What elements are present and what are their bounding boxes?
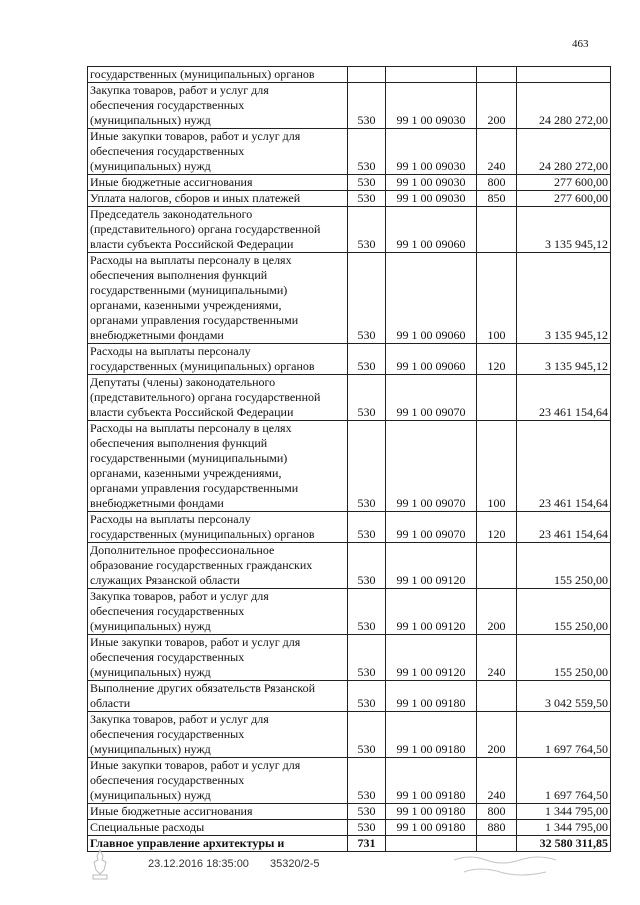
row-expense-type-cell: 240: [477, 758, 517, 804]
row-code-cell: 530: [348, 375, 386, 421]
row-name-cell: Иные бюджетные ассигнования: [88, 175, 348, 191]
row-sum-cell: 155 250,00: [517, 543, 611, 589]
row-expense-type-cell: 240: [477, 635, 517, 681]
footer-date: 23.12.2016 18:35:00: [148, 858, 249, 870]
row-expense-type-cell: 200: [477, 589, 517, 635]
row-target-article-cell: 99 1 00 09070: [386, 421, 477, 512]
row-expense-type-cell: [477, 67, 517, 83]
row-target-article-cell: 99 1 00 09030: [386, 191, 477, 207]
row-sum-cell: 1 344 795,00: [517, 820, 611, 836]
table-row: [88, 375, 611, 421]
table-row: [88, 67, 611, 83]
row-target-article-cell: 99 1 00 09060: [386, 253, 477, 344]
row-expense-type-cell: 120: [477, 344, 517, 375]
table-row: [88, 758, 611, 804]
row-target-article-cell: 99 1 00 09070: [386, 512, 477, 543]
budget-table-body: [88, 67, 611, 852]
row-expense-type-cell: 850: [477, 191, 517, 207]
row-expense-type-cell: [477, 207, 517, 253]
row-code-cell: 530: [348, 175, 386, 191]
row-sum-cell: 24 280 272,00: [517, 129, 611, 175]
row-expense-type-cell: 100: [477, 421, 517, 512]
row-name-cell: Расходы на выплаты персоналу в целях обеспечения выполнения функций государственными (муниципальными) органами, казенными учреждениями, органами управления государственными внебюджетными фондами: [88, 253, 348, 344]
table-row: [88, 512, 611, 543]
table-row: [88, 191, 611, 207]
row-target-article-cell: 99 1 00 09120: [386, 543, 477, 589]
table-row: [88, 589, 611, 635]
row-sum-cell: 155 250,00: [517, 635, 611, 681]
row-expense-type-cell: 800: [477, 804, 517, 820]
row-sum-cell: 24 280 272,00: [517, 83, 611, 129]
table-row: [88, 836, 611, 852]
row-target-article-cell: 99 1 00 09180: [386, 820, 477, 836]
row-name-cell: Иные закупки товаров, работ и услуг для обеспечения государственных (муниципальных) нужд: [88, 129, 348, 175]
row-code-cell: 530: [348, 758, 386, 804]
table-row: [88, 804, 611, 820]
row-sum-cell: 32 580 311,85: [517, 836, 611, 852]
page-number: 463: [572, 38, 589, 50]
row-expense-type-cell: 100: [477, 253, 517, 344]
row-code-cell: 530: [348, 712, 386, 758]
row-code-cell: 530: [348, 344, 386, 375]
row-target-article-cell: 99 1 00 09060: [386, 344, 477, 375]
row-target-article-cell: 99 1 00 09120: [386, 635, 477, 681]
table-row: [88, 421, 611, 512]
row-code-cell: 530: [348, 681, 386, 712]
row-expense-type-cell: [477, 543, 517, 589]
row-target-article-cell: 99 1 00 09030: [386, 129, 477, 175]
row-sum-cell: 3 042 559,50: [517, 681, 611, 712]
row-name-cell: Расходы на выплаты персоналу в целях обеспечения выполнения функций государственными (муниципальными) органами, казенными учреждениями, органами управления государственными внебюджетными фондами: [88, 421, 348, 512]
row-target-article-cell: 99 1 00 09030: [386, 175, 477, 191]
row-code-cell: 530: [348, 543, 386, 589]
row-sum-cell: 1 697 764,50: [517, 758, 611, 804]
row-code-cell: 530: [348, 421, 386, 512]
row-target-article-cell: 99 1 00 09120: [386, 589, 477, 635]
row-name-cell: Закупка товаров, работ и услуг для обеспечения государственных (муниципальных) нужд: [88, 589, 348, 635]
table-row: [88, 820, 611, 836]
row-target-article-cell: 99 1 00 09060: [386, 207, 477, 253]
row-target-article-cell: [386, 67, 477, 83]
row-name-cell: Выполнение других обязательств Рязанской области: [88, 681, 348, 712]
row-code-cell: 731: [348, 836, 386, 852]
row-code-cell: 530: [348, 804, 386, 820]
row-sum-cell: 277 600,00: [517, 191, 611, 207]
row-target-article-cell: 99 1 00 09180: [386, 681, 477, 712]
stamp-watermark: [450, 852, 560, 883]
row-expense-type-cell: 800: [477, 175, 517, 191]
row-sum-cell: 277 600,00: [517, 175, 611, 191]
row-target-article-cell: 99 1 00 09030: [386, 83, 477, 129]
row-sum-cell: [517, 67, 611, 83]
row-sum-cell: 3 135 945,12: [517, 344, 611, 375]
row-code-cell: 530: [348, 253, 386, 344]
budget-table: [87, 66, 611, 852]
row-name-cell: Специальные расходы: [88, 820, 348, 836]
table-row: [88, 253, 611, 344]
row-sum-cell: 155 250,00: [517, 589, 611, 635]
row-sum-cell: 23 461 154,64: [517, 512, 611, 543]
table-row: [88, 681, 611, 712]
row-code-cell: 530: [348, 512, 386, 543]
row-target-article-cell: 99 1 00 09180: [386, 804, 477, 820]
table-row: [88, 83, 611, 129]
row-sum-cell: 1 344 795,00: [517, 804, 611, 820]
row-sum-cell: 23 461 154,64: [517, 421, 611, 512]
row-sum-cell: 3 135 945,12: [517, 207, 611, 253]
table-row: [88, 344, 611, 375]
row-name-cell: Расходы на выплаты персоналу государственных (муниципальных) органов: [88, 512, 348, 543]
row-name-cell: Председатель законодательного (представительного) органа государственной власти субъекта Российской Федерации: [88, 207, 348, 253]
row-code-cell: 530: [348, 191, 386, 207]
row-name-cell: Депутаты (члены) законодательного (представительного) органа государственной власти субъекта Российской Федерации: [88, 375, 348, 421]
row-sum-cell: 1 697 764,50: [517, 712, 611, 758]
row-name-cell: государственных (муниципальных) органов: [88, 67, 348, 83]
row-code-cell: 530: [348, 589, 386, 635]
row-target-article-cell: 99 1 00 09070: [386, 375, 477, 421]
row-code-cell: [348, 67, 386, 83]
row-sum-cell: 3 135 945,12: [517, 253, 611, 344]
row-expense-type-cell: [477, 836, 517, 852]
row-expense-type-cell: 880: [477, 820, 517, 836]
row-expense-type-cell: [477, 375, 517, 421]
row-code-cell: 530: [348, 820, 386, 836]
footer-doc-number: 35320/2-5: [270, 858, 320, 870]
coat-of-arms-icon: [90, 848, 110, 882]
row-name-cell: Иные закупки товаров, работ и услуг для обеспечения государственных (муниципальных) нужд: [88, 635, 348, 681]
row-name-cell: Дополнительное профессиональное образование государственных гражданских служащих Рязанской области: [88, 543, 348, 589]
table-row: [88, 712, 611, 758]
row-name-cell: Главное управление архитектуры и: [88, 836, 348, 852]
row-name-cell: Иные бюджетные ассигнования: [88, 804, 348, 820]
row-name-cell: Иные закупки товаров, работ и услуг для обеспечения государственных (муниципальных) нужд: [88, 758, 348, 804]
row-expense-type-cell: 240: [477, 129, 517, 175]
row-expense-type-cell: 200: [477, 712, 517, 758]
row-expense-type-cell: 200: [477, 83, 517, 129]
row-expense-type-cell: [477, 681, 517, 712]
table-row: [88, 543, 611, 589]
row-name-cell: Расходы на выплаты персоналу государственных (муниципальных) органов: [88, 344, 348, 375]
row-name-cell: Закупка товаров, работ и услуг для обеспечения государственных (муниципальных) нужд: [88, 712, 348, 758]
row-code-cell: 530: [348, 83, 386, 129]
table-row: [88, 207, 611, 253]
table-row: [88, 129, 611, 175]
table-row: [88, 175, 611, 191]
table-row: [88, 635, 611, 681]
row-expense-type-cell: 120: [477, 512, 517, 543]
row-code-cell: 530: [348, 207, 386, 253]
row-target-article-cell: 99 1 00 09180: [386, 758, 477, 804]
row-target-article-cell: [386, 836, 477, 852]
row-code-cell: 530: [348, 129, 386, 175]
row-name-cell: Закупка товаров, работ и услуг для обеспечения государственных (муниципальных) нужд: [88, 83, 348, 129]
row-code-cell: 530: [348, 635, 386, 681]
row-sum-cell: 23 461 154,64: [517, 375, 611, 421]
row-name-cell: Уплата налогов, сборов и иных платежей: [88, 191, 348, 207]
row-target-article-cell: 99 1 00 09180: [386, 712, 477, 758]
